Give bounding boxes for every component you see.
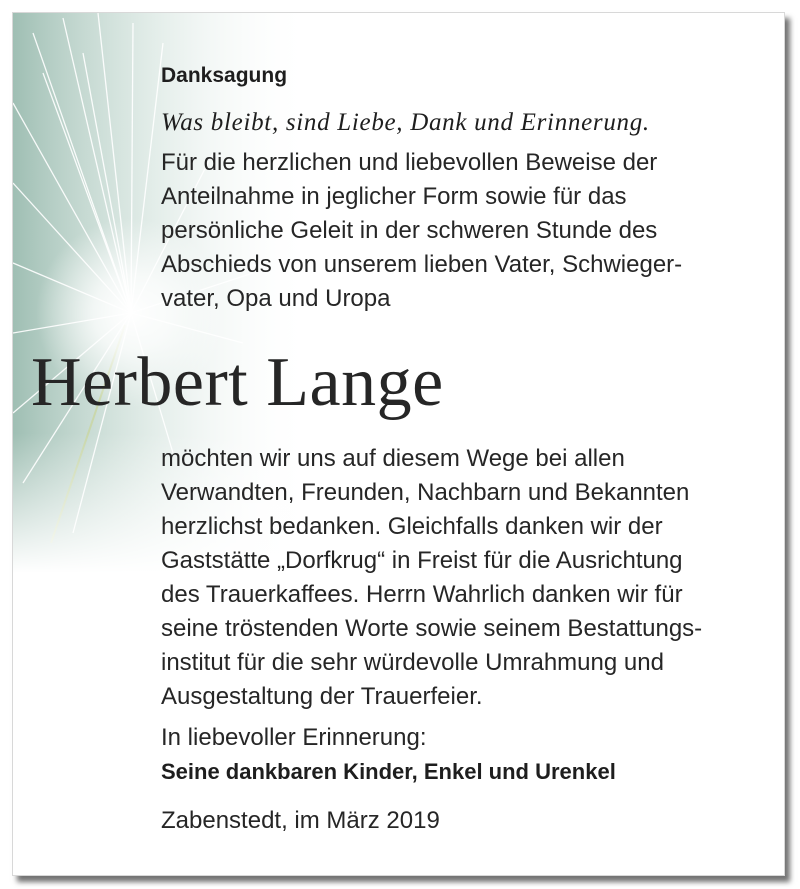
body-line: institut für die sehr würdevolle Umrahmung und — [161, 649, 664, 676]
intro-line: persönliche Geleit in der schweren Stunde des — [161, 217, 658, 244]
body-line: Gaststätte „Dorfkrug“ in Freist für die Ausrichtung — [161, 547, 683, 574]
body-line: herzlichst bedanken. Gleichfalls danken wir der — [161, 513, 663, 540]
body-paragraph — [161, 442, 702, 714]
signature: Seine dankbaren Kinder, Enkel und Urenkel — [161, 759, 616, 784]
deceased-name: Herbert Lange — [31, 344, 444, 421]
body-line: Verwandten, Freunden, Nachbarn und Bekannten — [161, 479, 690, 506]
closing-line: In liebevoller Erinnerung: — [161, 724, 427, 751]
body-line: des Trauerkaffees. Herrn Wahrlich danken wir für — [161, 581, 683, 608]
body-line: Ausgestaltung der Trauerfeier. — [161, 683, 483, 710]
body-line: seine tröstenden Worte sowie seinem Bestattungs- — [161, 615, 703, 642]
intro-line: Für die herzlichen und liebevollen Beweise der — [161, 149, 658, 176]
intro-line: Abschieds von unserem lieben Vater, Schwieger- — [161, 251, 683, 278]
body-line: möchten wir uns auf diesem Wege bei allen — [161, 445, 625, 472]
intro-paragraph — [161, 146, 682, 316]
intro-line: vater, Opa und Uropa — [161, 285, 391, 312]
intro-line: Anteilnahme in jeglicher Form sowie für das — [161, 183, 627, 210]
notice-motto: Was bleibt, sind Liebe, Dank und Erinnerung. — [161, 109, 650, 136]
obituary-notice-card — [12, 12, 785, 876]
place-and-date: Zabenstedt, im März 2019 — [161, 807, 440, 834]
notice-heading: Danksagung — [161, 64, 288, 87]
